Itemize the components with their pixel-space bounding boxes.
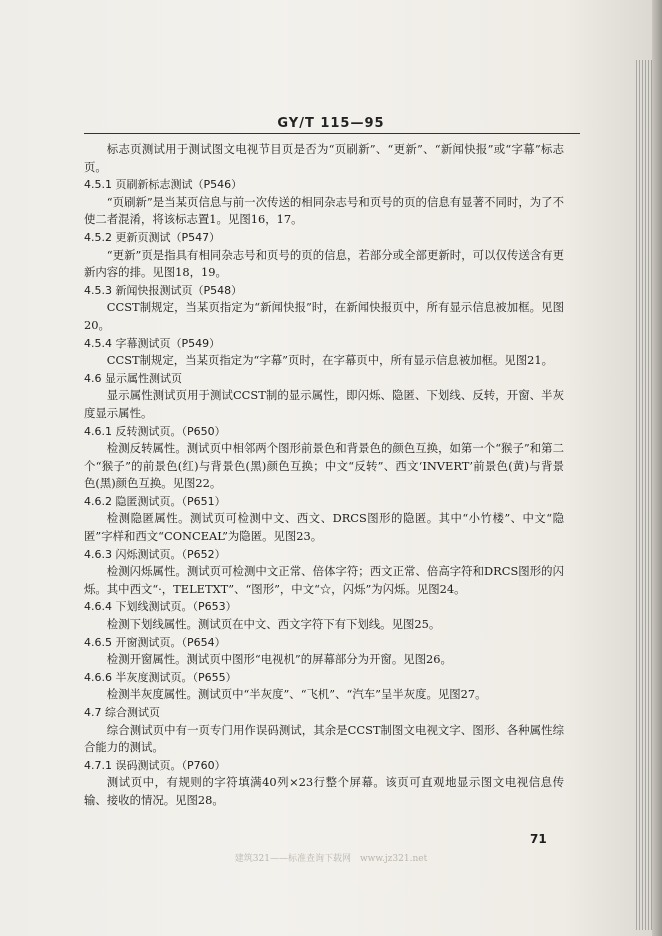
section-heading: 4.6.4 下划线测试页。（P653） [84, 600, 237, 614]
paragraph: “页刷新”是当某页信息与前一次传送的相同杂志号和页号的页的信息有显著不同时，为了不使二者混淆，将该标志置1。见图16，17。 [84, 194, 564, 227]
page-number: 71 [530, 832, 547, 846]
section-heading: 4.5.1 页刷新标志测试（P546） [84, 178, 243, 192]
binding-edge [636, 60, 652, 930]
paragraph: 检测反转属性。测试页中相邻两个图形前景色和背景色的颜色互换，如第一个“猴子”和第二个“猴子”的前景色(红)与背景色(黑)颜色互换；中文“反转”、西文‘INVERT’前景色(黄)与背景色(黑)颜色互换。见图22。 [84, 441, 564, 491]
paragraph: 测试页中，有规则的字符填满40列×23行整个屏幕。该页可直观地显示图文电视信息传输、接收的情况。见图28。 [84, 775, 564, 807]
watermark: 建筑321——标准查询下载网 www.jz321.net [234, 854, 428, 864]
paragraph: 检测半灰度属性。测试页中“半灰度”、“飞机”、“汽车”呈半灰度。见图27。 [106, 687, 487, 702]
section-heading: 4.5.2 更新页测试（P547） [84, 230, 221, 244]
paragraph: CCST制规定，当某页指定为“新闻快报”时，在新闻快报页中，所有显示信息被加框。见图20。 [84, 300, 564, 332]
section-heading: 4.7.1 误码测试页。（P760） [84, 758, 226, 772]
header-rule [84, 133, 580, 134]
paragraph: 检测闪烁属性。测试页可检测中文正常、倍体字符；西文正常、倍高字符和DRCS图形的闪烁。其中西文“·，TELETXT”、“图形”，中文“☆，闪烁”为闪烁。见图24。 [84, 564, 564, 596]
paragraph: 综合测试页中有一页专门用作误码测试，其余是CCST制图文电视文字、图形、各种属性综合能力的测试。 [84, 722, 564, 755]
section-heading: 4.5.4 字幕测试页（P549） [84, 336, 221, 350]
section-heading: 4.6 显示属性测试页 [84, 371, 182, 385]
paragraph: 标志页测试用于测试图文电视节目页是否为“页刷新”、“更新”、“新闻快报”或“字幕”标志页。 [84, 142, 564, 174]
section-heading: 4.6.1 反转测试页。（P650） [84, 424, 226, 438]
section-heading: 4.6.5 开窗测试页。（P654） [84, 635, 226, 649]
paragraph: 检测开窗属性。测试页中图形“电视机”的屏幕部分为开窗。见图26。 [106, 652, 452, 667]
section-heading: 4.7 综合测试页 [84, 706, 160, 719]
paragraph: 显示属性测试页用于测试CCST制的显示属性，即闪烁、隐匿、下划线、反转，开窗、半灰度显示属性。 [84, 388, 564, 420]
body-text [84, 141, 564, 810]
paragraph: “更新”页是指具有相同杂志号和页号的页的信息，若部分或全部更新时，可以仅传送含有更新内容的排。见图18，19。 [84, 247, 564, 280]
paragraph: 检测隐匿属性。测试页可检测中文、西文、DRCS图形的隐匿。其中“小竹楼”、中文“隐匿”字样和西文“CONCEAL”为隐匿。见图23。 [84, 511, 564, 544]
section-heading: 4.6.3 闪烁测试页。（P652） [84, 547, 226, 561]
section-heading: 4.6.2 隐匿测试页。（P651） [84, 494, 226, 508]
section-heading: 4.6.6 半灰度测试页。（P655） [84, 670, 237, 684]
standard-number-header: GY/T 115—95 [277, 116, 385, 131]
paragraph: 检测下划线属性。测试页在中文、西文字符下有下划线。见图25。 [106, 617, 441, 632]
paragraph: CCST制规定，当某页指定为“字幕”页时，在字幕页中，所有显示信息被加框。见图21。 [106, 353, 554, 368]
page-shadow [652, 0, 662, 936]
section-heading: 4.5.3 新闻快报测试页（P548） [84, 283, 243, 297]
